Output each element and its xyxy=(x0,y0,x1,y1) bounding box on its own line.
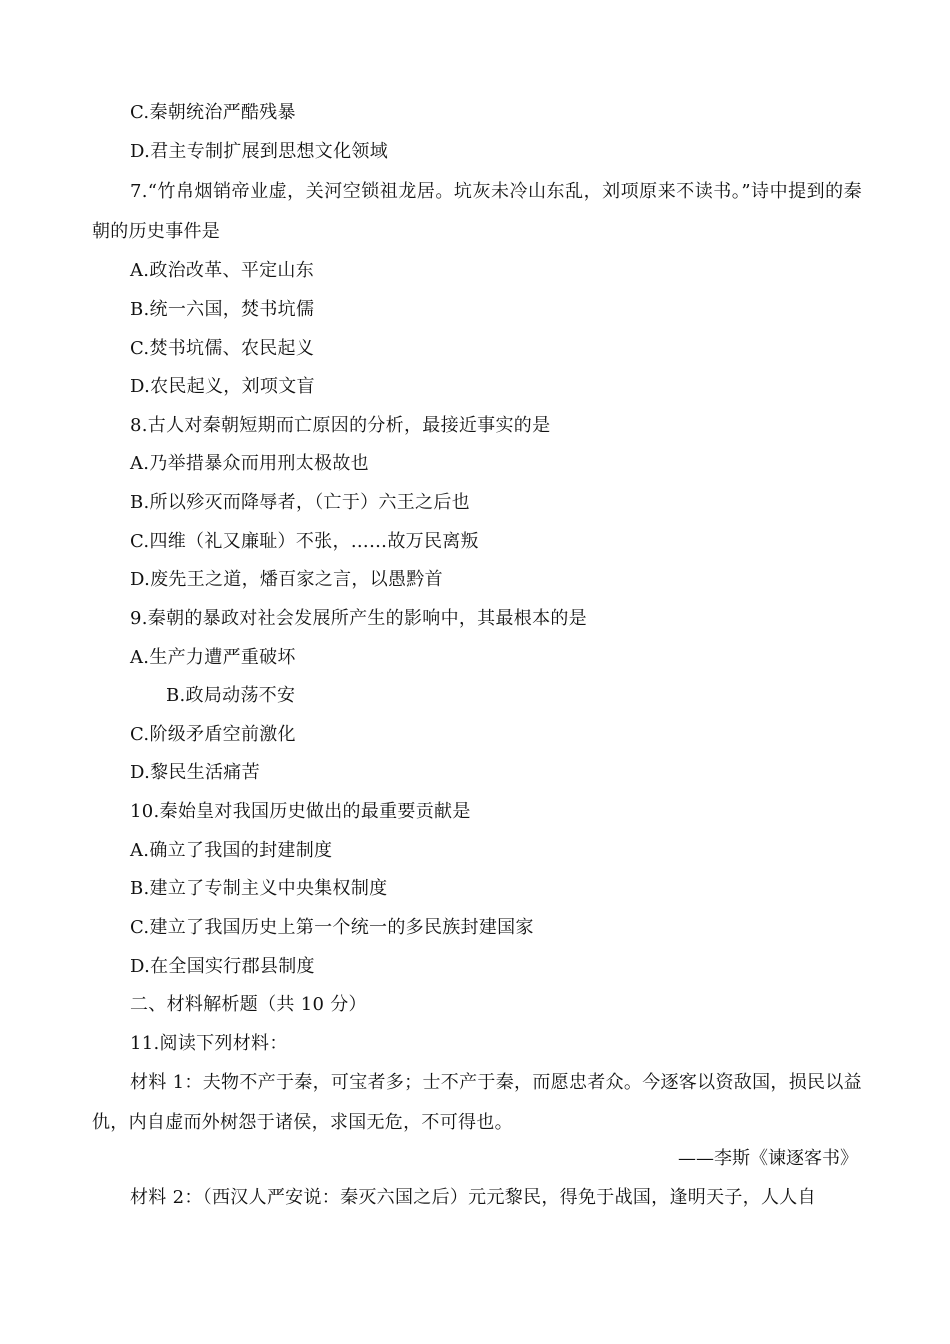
q6-option-c: C.秦朝统治严酷残暴 xyxy=(130,102,296,123)
question-7: 7.“竹帛烟销帝业虚，关河空锁祖龙居。坑灰未冷山东乱，刘项原来不读书。”诗中提到的秦朝的历史事件是 xyxy=(92,181,862,242)
q8-option-a: A.乃举措暴众而用刑太极故也 xyxy=(130,453,369,474)
material-1: 材料 1：夫物不产于秦，可宝者多；士不产于秦，而愿忠者众。今逐客以资敌国，损民以益仇，内自虚而外树怨于诸侯，求国无危，不可得也。 xyxy=(92,1072,862,1133)
q7-option-b: B.统一六国，焚书坑儒 xyxy=(130,299,315,320)
q8-option-b: B.所以殄灭而降辱者，（亡于）六王之后也 xyxy=(130,492,470,513)
question-11: 11.阅读下列材料： xyxy=(130,1033,288,1054)
q8-option-d: D.废先王之道，燔百家之言，以愚黔首 xyxy=(130,569,443,590)
question-9: 9.秦朝的暴政对社会发展所产生的影响中，其最根本的是 xyxy=(130,608,587,629)
q10-option-a: A.确立了我国的封建制度 xyxy=(130,840,333,861)
q9-option-c: C.阶级矛盾空前激化 xyxy=(130,724,296,745)
section-2-heading: 二、材料解析题（共 10 分） xyxy=(130,994,367,1015)
q7-option-d: D.农民起义，刘项文盲 xyxy=(130,376,315,397)
question-10: 10.秦始皇对我国历史做出的最重要贡献是 xyxy=(130,801,471,822)
q7-option-c: C.焚书坑儒、农民起义 xyxy=(130,338,315,359)
q9-option-a: A.生产力遭严重破坏 xyxy=(130,647,296,668)
question-8: 8.古人对秦朝短期而亡原因的分析，最接近事实的是 xyxy=(130,415,551,436)
q10-option-b: B.建立了专制主义中央集权制度 xyxy=(130,878,388,899)
q10-option-d: D.在全国实行郡县制度 xyxy=(130,956,315,977)
q7-option-a: A.政治改革、平定山东 xyxy=(130,260,315,281)
material-2: 材料 2：（西汉人严安说：秦灭六国之后）元元黎民，得免于战国，逢明天子，人人自 xyxy=(130,1187,816,1208)
q9-option-b: B.政局动荡不安 xyxy=(166,685,296,706)
q9-option-d: D.黎民生活痛苦 xyxy=(130,762,260,783)
q8-option-c: C.四维（礼又廉耻）不张，……故万民离叛 xyxy=(130,531,479,552)
q6-option-d: D.君主专制扩展到思想文化领域 xyxy=(130,141,389,162)
material-1-source: ——李斯《谏逐客书》 xyxy=(678,1148,858,1169)
q10-option-c: C.建立了我国历史上第一个统一的多民族封建国家 xyxy=(130,917,534,938)
